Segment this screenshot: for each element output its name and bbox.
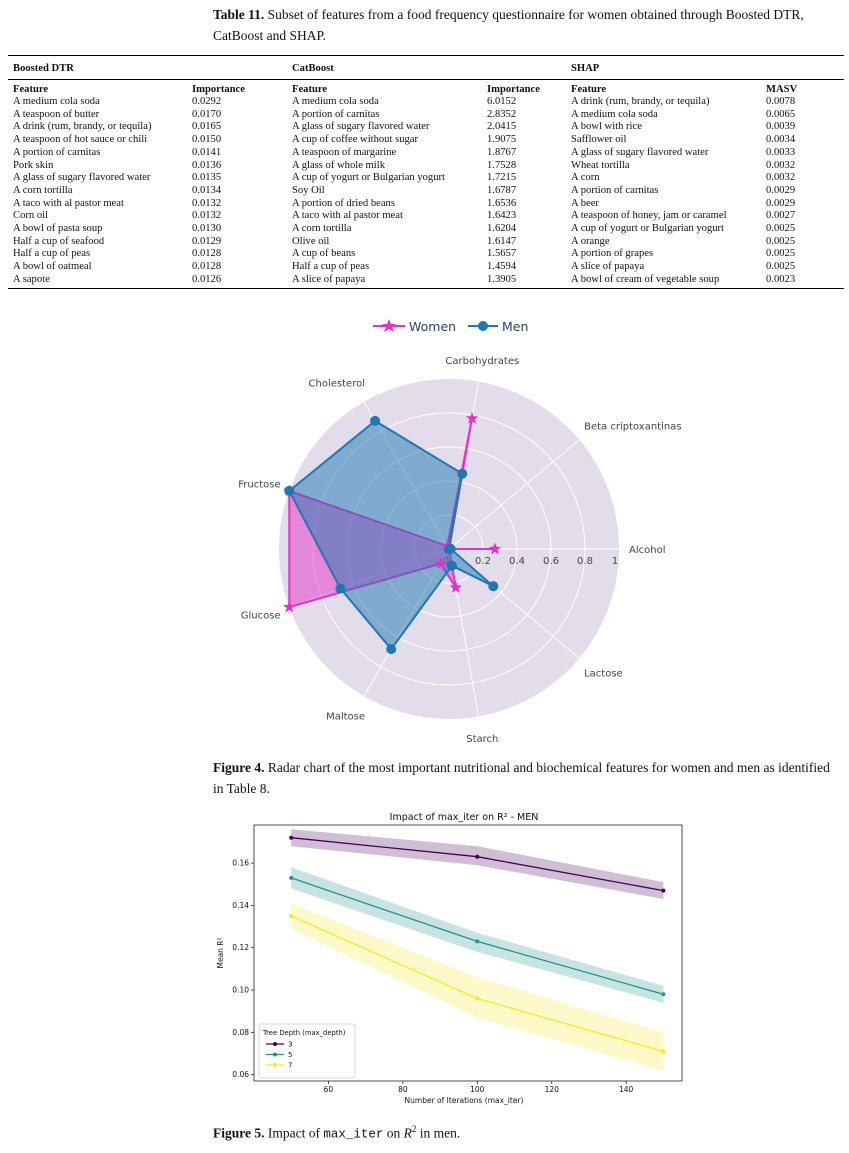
cell-feature-shap: A bowl with rice <box>571 121 642 133</box>
cell-importance-catboost: 2.0415 <box>487 121 517 133</box>
radar-category-label: Starch <box>466 734 499 745</box>
men-circle-marker <box>488 581 498 591</box>
legend-men-label: Men <box>502 319 529 334</box>
point-depth-7 <box>475 996 479 1000</box>
group-boosted-dtr: Boosted DTR <box>13 63 74 74</box>
cell-masv-shap: 0.0034 <box>766 134 796 146</box>
cell-feature-boosted: A glass of sugary flavored water <box>13 172 151 184</box>
group-catboost: CatBoost <box>292 63 334 74</box>
cell-feature-boosted: Half a cup of peas <box>13 248 91 260</box>
table-group-rule <box>8 79 844 80</box>
cell-importance-catboost: 1.7215 <box>487 172 517 184</box>
cell-feature-shap: A slice of papaya <box>571 261 645 273</box>
point-depth-3 <box>289 836 293 840</box>
y-tick-label: 0.08 <box>232 1027 249 1037</box>
cell-feature-catboost: A portion of dried beans <box>292 197 395 209</box>
cell-importance-catboost: 1.7528 <box>487 159 517 171</box>
radial-tick-label: 0.6 <box>543 556 559 567</box>
header-feature-2: Feature <box>292 84 328 95</box>
cell-feature-shap: A glass of sugary flavored water <box>571 146 709 158</box>
y-tick-label: 0.10 <box>232 985 249 995</box>
cell-importance-catboost: 1.6204 <box>487 223 517 234</box>
radar-chart <box>212 313 682 745</box>
cell-feature-catboost: A teaspoon of margarine <box>292 146 397 158</box>
line-chart <box>214 806 684 1108</box>
figure5-caption-on: on <box>386 1125 401 1141</box>
cell-masv-shap: 0.0025 <box>766 223 796 234</box>
legend-label-depth-3: 3 <box>288 1040 293 1049</box>
cell-importance-boosted: 0.0170 <box>192 108 222 120</box>
cell-feature-shap: A cup of yogurt or Bulgarian yogurt <box>571 223 724 234</box>
legend-label-depth-7: 7 <box>288 1061 293 1070</box>
cell-feature-catboost: A cup of yogurt or Bulgarian yogurt <box>292 172 445 184</box>
point-depth-3 <box>661 889 665 893</box>
men-circle-marker <box>370 416 380 426</box>
cell-masv-shap: 0.0025 <box>766 248 796 260</box>
cell-feature-catboost: A taco with al pastor meat <box>292 210 403 222</box>
line-chart-legend <box>259 1024 355 1078</box>
cell-importance-catboost: 1.6423 <box>487 210 517 222</box>
cell-feature-shap: Wheat tortilla <box>571 159 630 171</box>
x-tick-label: 100 <box>470 1085 485 1094</box>
figure5-caption-pre: Impact of <box>267 1125 320 1141</box>
cell-masv-shap: 0.0029 <box>766 184 796 196</box>
cell-feature-shap: Safflower oil <box>571 134 627 146</box>
table-caption-label: Table 11. <box>213 7 265 22</box>
figure5-caption-code: max_iter <box>323 1127 384 1142</box>
cell-feature-catboost: A glass of whole milk <box>292 159 385 171</box>
cell-importance-boosted: 0.0128 <box>192 261 222 273</box>
cell-feature-shap: A portion of grapes <box>571 248 654 260</box>
point-depth-7 <box>289 914 293 918</box>
figure5-caption-post: in men. <box>419 1125 461 1141</box>
point-depth-5 <box>475 939 479 943</box>
table-bottom-rule <box>8 288 844 289</box>
cell-masv-shap: 0.0027 <box>766 210 796 222</box>
cell-masv-shap: 0.0025 <box>766 261 796 273</box>
figure5-caption-label: Figure 5. <box>213 1125 265 1141</box>
cell-masv-shap: 0.0078 <box>766 96 796 107</box>
cell-importance-boosted: 0.0132 <box>192 210 222 222</box>
cell-importance-boosted: 0.0130 <box>192 223 222 234</box>
cell-feature-catboost: A glass of sugary flavored water <box>292 121 430 133</box>
figure5-caption-r: R <box>403 1125 412 1141</box>
line-chart-title: Impact of max_iter on R² - MEN <box>389 812 539 823</box>
cell-feature-shap: A corn <box>571 172 600 184</box>
x-tick-label: 120 <box>544 1085 559 1094</box>
cell-importance-catboost: 1.6536 <box>487 197 517 209</box>
radial-tick-label: 1 <box>611 556 619 567</box>
radar-category-label: Beta criptoxantinas <box>584 421 682 433</box>
cell-feature-boosted: A teaspoon of butter <box>13 108 100 120</box>
cell-feature-boosted: A portion of carnitas <box>13 146 101 158</box>
cell-importance-catboost: 1.9075 <box>487 134 517 146</box>
cell-importance-boosted: 0.0134 <box>192 184 222 196</box>
legend-marker-depth-5 <box>273 1053 277 1057</box>
legend-label-depth-5: 5 <box>288 1051 293 1059</box>
cell-feature-shap: A orange <box>571 235 610 247</box>
cell-feature-catboost: A cup of coffee without sugar <box>292 134 419 146</box>
cell-importance-boosted: 0.0128 <box>192 248 222 260</box>
cell-masv-shap: 0.0039 <box>766 121 796 133</box>
cell-importance-boosted: 0.0136 <box>192 159 222 171</box>
x-tick-label: 140 <box>619 1085 634 1094</box>
figure4-caption <box>213 757 843 799</box>
legend-marker-depth-7 <box>273 1063 277 1067</box>
header-importance-1: Importance <box>192 84 245 95</box>
legend-marker-depth-3 <box>273 1042 277 1046</box>
radar-category-label: Carbohydrates <box>445 355 520 367</box>
cell-importance-boosted: 0.0132 <box>192 197 222 209</box>
cell-importance-boosted: 0.0129 <box>192 235 222 247</box>
cell-importance-catboost: 1.4594 <box>487 261 517 273</box>
table-top-rule <box>8 55 844 56</box>
y-tick-label: 0.12 <box>232 943 249 953</box>
radar-category-label: Fructose <box>238 479 281 491</box>
cell-feature-boosted: A medium cola soda <box>13 96 100 107</box>
cell-importance-catboost: 1.6787 <box>487 184 517 196</box>
radar-category-label: Maltose <box>326 711 365 723</box>
table-caption <box>213 4 843 46</box>
cell-importance-catboost: 1.6147 <box>487 235 517 247</box>
cell-feature-boosted: A teaspoon of hot sauce or chili <box>13 134 148 146</box>
y-tick-label: 0.14 <box>232 900 249 910</box>
x-tick-label: 80 <box>398 1085 408 1094</box>
cell-feature-shap: A portion of carnitas <box>571 184 659 196</box>
cell-importance-catboost: 1.3905 <box>487 273 517 285</box>
cell-masv-shap: 0.0023 <box>766 273 796 285</box>
men-circle-marker <box>284 486 294 496</box>
men-circle-marker <box>457 469 467 479</box>
y-tick-label: 0.16 <box>232 858 249 868</box>
header-feature-1: Feature <box>13 84 49 95</box>
cell-importance-catboost: 1.5657 <box>487 248 517 260</box>
figure4-caption-label: Figure 4. <box>213 760 265 775</box>
figure5-caption-sup: 2 <box>411 1124 417 1134</box>
radar-category-label: Alcohol <box>629 545 666 556</box>
cell-importance-boosted: 0.0292 <box>192 96 222 107</box>
radar-category-label: Glucose <box>240 610 281 622</box>
radial-tick-label: 0.8 <box>577 556 593 567</box>
cell-feature-catboost: A cup of beans <box>292 248 356 260</box>
men-circle-marker <box>444 544 454 554</box>
legend-men-circle-icon <box>478 321 488 331</box>
cell-masv-shap: 0.0033 <box>766 146 796 158</box>
cell-feature-shap: A beer <box>571 197 599 209</box>
cell-importance-boosted: 0.0135 <box>192 172 222 184</box>
table-caption-text: Subset of features from a food frequency questionnaire for women obtained through Boosted DTR, CatBoost and SHAP. <box>213 7 804 43</box>
cell-importance-boosted: 0.0141 <box>192 146 222 158</box>
legend-women-label: Women <box>409 319 457 334</box>
header-feature-3: Feature <box>571 84 607 95</box>
radar-category-label: Lactose <box>584 668 623 680</box>
point-depth-7 <box>661 1049 665 1053</box>
cell-feature-catboost: A slice of papaya <box>292 273 366 285</box>
cell-feature-shap: A drink (rum, brandy, or tequila) <box>571 96 710 107</box>
cell-feature-boosted: A bowl of pasta soup <box>13 223 103 234</box>
cell-feature-catboost: Olive oil <box>292 235 330 247</box>
figure4-caption-text: Radar chart of the most important nutritional and biochemical features for women and men as identified in Table 8. <box>213 760 830 796</box>
point-depth-3 <box>475 855 479 859</box>
cell-feature-catboost: A corn tortilla <box>292 223 352 234</box>
figure5-caption <box>213 1119 843 1146</box>
y-axis-label: Mean R² <box>216 937 225 969</box>
cell-feature-catboost: Soy Oil <box>292 184 325 196</box>
cell-masv-shap: 0.0025 <box>766 235 796 247</box>
cell-feature-shap: A teaspoon of honey, jam or caramel <box>571 210 727 222</box>
cell-feature-boosted: Pork skin <box>13 159 54 171</box>
y-tick-label: 0.06 <box>232 1070 249 1080</box>
x-tick-label: 60 <box>323 1085 334 1094</box>
cell-feature-boosted: A corn tortilla <box>13 184 73 196</box>
cell-feature-boosted: A sapote <box>13 273 50 285</box>
cell-feature-catboost: A portion of carnitas <box>292 108 380 120</box>
cell-importance-catboost: 2.8352 <box>487 108 517 120</box>
cell-masv-shap: 0.0032 <box>766 172 796 184</box>
cell-masv-shap: 0.0032 <box>766 159 796 171</box>
cell-importance-catboost: 6.0152 <box>487 96 517 107</box>
radial-tick-label: 0.2 <box>475 556 491 567</box>
x-axis-label: Number of Iterations (max_iter) <box>404 1096 524 1105</box>
cell-importance-boosted: 0.0150 <box>192 134 222 146</box>
men-circle-marker <box>386 644 396 654</box>
header-importance-2: Importance <box>487 84 540 95</box>
cell-feature-boosted: Corn oil <box>13 210 49 222</box>
legend-title: Tree Depth (max_depth) <box>263 1029 346 1037</box>
cell-importance-catboost: 1.8767 <box>487 146 517 158</box>
group-shap: SHAP <box>571 63 600 74</box>
point-depth-5 <box>289 876 293 880</box>
cell-feature-boosted: A drink (rum, brandy, or tequila) <box>13 121 152 133</box>
men-circle-marker <box>447 561 457 571</box>
cell-importance-boosted: 0.0165 <box>192 121 222 133</box>
cell-feature-shap: A medium cola soda <box>571 108 658 120</box>
cell-feature-boosted: A bowl of oatmeal <box>13 261 92 273</box>
cell-feature-catboost: Half a cup of peas <box>292 261 370 273</box>
cell-feature-catboost: A medium cola soda <box>292 96 379 107</box>
cell-masv-shap: 0.0029 <box>766 197 796 209</box>
radar-category-label: Cholesterol <box>308 378 365 390</box>
cell-feature-boosted: Half a cup of seafood <box>13 235 105 247</box>
radial-tick-label: 0.4 <box>509 556 525 567</box>
cell-feature-boosted: A taco with al pastor meat <box>13 197 124 209</box>
cell-masv-shap: 0.0065 <box>766 108 796 120</box>
point-depth-5 <box>661 992 665 996</box>
cell-importance-boosted: 0.0126 <box>192 273 222 285</box>
cell-feature-shap: A bowl of cream of vegetable soup <box>571 273 720 285</box>
men-circle-marker <box>335 584 345 594</box>
header-masv: MASV <box>766 84 798 95</box>
